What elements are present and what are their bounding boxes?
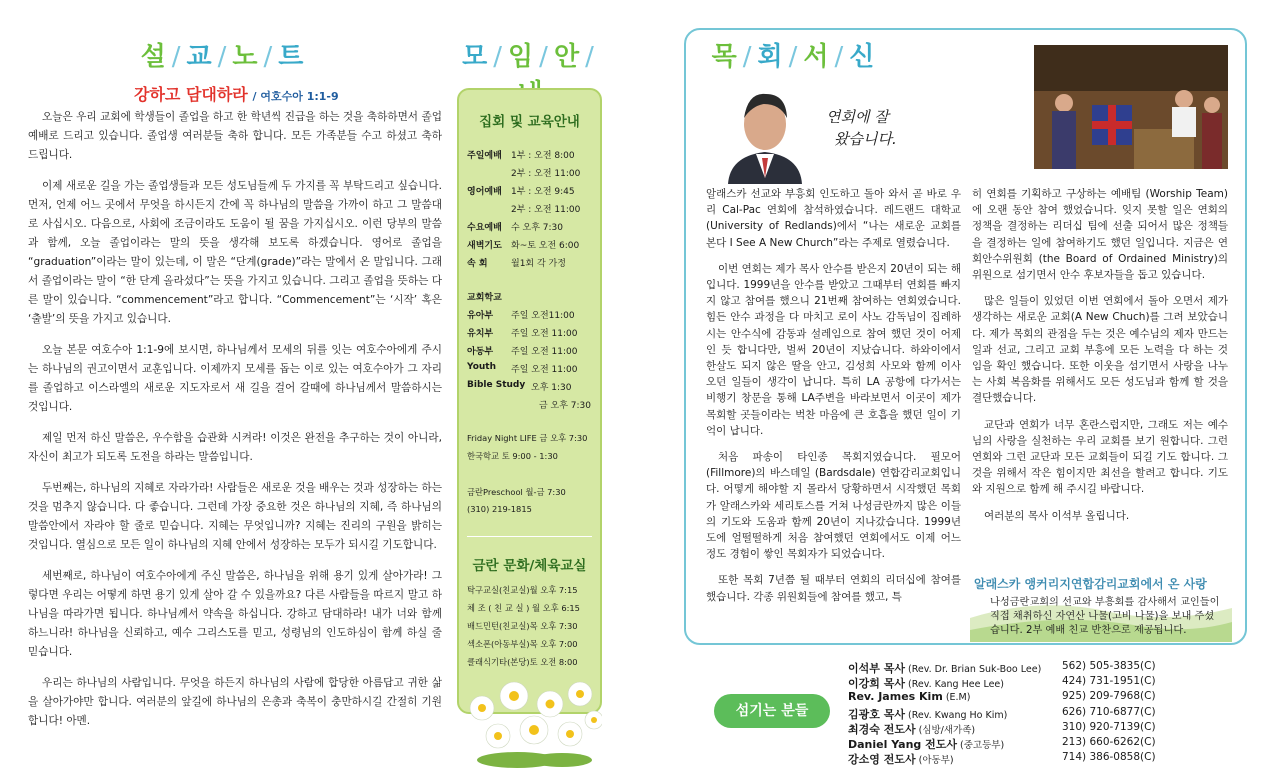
culture-row: 섹소폰(아동부실)목 오후 7:00 [467,639,578,649]
extra-row [467,468,597,486]
letter-signature: 여러분의 목사 이석부 올립니다. [984,509,1130,522]
culture-row: 체 조 ( 친 교 실 ) 월 오후 6:15 [467,603,580,613]
letter-paragraph: 이번 연회는 제가 목사 안수를 받은지 20년이 되는 해 입니다. 1999년을 안수를 받았고 그때부터 연회를 빠지지 않고 참여를 했으니 21번째 참여하는 연회였습니다. 힘든 안수 과정을 다 마치고 로이 사노 감독님이 집례하시는 안수식에 감동과 설레임으로 참여 했던 것이 어제인 듯 합니다만, 벌써 20년이 지났습니다. 하와이에서 한살도 되지 않은 딸을 안고, 김성희 사모와 함께 이사 오던 일들이 생각이 납니다. 특히 LA 공항에 다가서는 비행기 창문을 통해 LA주변을 바라보면서 이곳이 제가 목회할 곳들이라는 벅찬 마음에 큰 호흡을 했던 일이 기억이 납니다. [706,262,961,437]
title-char: 안 [553,42,582,72]
culture-list [467,584,597,674]
alaska-note-text: 나성금란교회의 선교와 부흥회를 감사해서 교인들이 직접 채취하신 자연산 나물(고비 나물)을 보내 주셨습니다. 2부 예배 친교 반찬으로 제공됩니다. [990,597,1220,636]
servant-row: 이석부 목사 (Rev. Dr. Brian Suk-Boo Lee) 562) 505-3835(C) [848,660,1156,675]
service-row: 2부 : 오전 11:00 [511,205,581,215]
title-char: 회 [757,42,785,72]
sermon-section-title: 설 / 교 / 노 / 트 [140,42,306,72]
extra-row: 한국학교 토 9:00 - 1:30 [467,451,558,461]
title-char: 모 [462,42,490,72]
schedule-box [457,88,602,714]
letter-paragraph: 교단과 연회가 너무 혼란스럽지만, 그래도 저는 예수님의 사랑을 실천하는 우리 교회를 보기 원합니다. 그런 연회와 그런 교단과 모든 교회들이 되길 기도 합니다. 그것을 위해서 작은 힘이지만 최선을 할려고 합니다. 기도와 지원으로 함께 해 주시길 바랍니다. [972,418,1228,496]
sermon-heading [134,82,339,105]
service-row: 수요예배 수 오후 7:30 [467,223,564,233]
title-char: 임 [508,42,536,72]
sermon-paragraph: 제일 먼저 하신 말씀은, 우수함을 습관화 시켜라! 이것은 완전을 추구하는 것이 아니라, 자신이 최고가 되도록 도전을 하라는 말씀입니다. [28,432,442,463]
sermon-title: 강하고 담대하라 [134,85,248,104]
culture-row: 클래식기타(본당)토 오전 8:00 [467,657,578,667]
sermon-paragraph: 세번째로, 하나님이 여호수아에게 주신 말씀은, 하나님을 위해 용기 있게 살아가라! 그렇다면 우리는 어떻게 하면 용기 있게 살아 갈 수 있을까요? 다른 사람들을 따르지 말고 하나님을 따라가면 됩니다. 하나님께서 약속을 하십니다. 강하고 담대하라! 내가 너와 함께 하느니라! 하나님을 신뢰하고, 예수 그리스도를 믿고, 성령님의 인도하심이 함께 하실 줄 믿습니다. [28,570,442,658]
letter-paragraph: 많은 일들이 있었던 이번 연회에서 돌아 오면서 제가 생각하는 새로운 교회(A New Chuch)를 그려 보았습니다. 제가 목회의 관점을 두는 것은 예수님의 제자 만드는 일과 선교, 그리고 교회 부흥에 모든 노력을 다 하는 것임을 확인 했습니다. 또한 이웃을 섬기면서 사랑을 나누는 사회 복음화를 위해서도 모든 성도님과 함께 할 것을 결단했습니다. [972,295,1228,405]
schedule-section-title: 모 / 임 / 안 / [456,36,606,110]
title-char: 신 [849,42,877,72]
school-title: 교회학교 [467,293,502,303]
letter-paragraph: 알래스카 선교와 부흥회 인도하고 돌아 와서 곧 바로 우리 Cal-Pac 연회에 참석하였습니다. 레드랜드 대학교 (University of Redlands)에서 “나는 새로운 교회를 본다 I See A New Church”라는 주제로 열렸습니다. [706,188,961,249]
sermon-paragraph: 오늘은 우리 교회에 학생들이 졸업을 하고 한 학년씩 진급을 하는 것을 축하하면서 졸업 예배로 드리고 있습니다. 졸업생 여러분들 축하 합니다. 모든 가족분들 수고 하셨고 축하 드립니다. [28,111,442,161]
service-row: 주일예배 1부 : 오전 8:00 [467,151,575,161]
servant-row: 최경숙 전도사 (심방/새가족) 310) 920-7139(C) [848,720,1156,736]
school-row: 유치부 주일 오전 11:00 [467,329,578,339]
letter-section-title: 목 / 회 / 서 / 신 [711,42,877,72]
sermon-paragraph: 이제 새로운 길을 가는 졸업생들과 모든 성도님들께 두 가지를 꼭 부탁드리고 싶습니다. 먼저, 언제 어느 곳에서 무엇을 하시든지 간에 꼭 하나님의 말씀을 가까이 하고 그 말씀대로 사십시오. 다음으로, 사회에 조금이라도 도움이 될 꿈을 가지십시오. 이런 당부의 말씀과 함께, 오늘 졸업이라는 말의 뜻을 생각해 보도록 하겠습니다. 영어로 졸업을 “graduation”이라는 말이 있는데, 이 말은 “단계(grade)”라는 말에서 온 말입니다. 그래서 졸업이라는 말이 “한 단계 올라섰다”는 뜻을 가지고 있습니다. 그리고 졸업을 뜻하는 다른 말이 있습니다. “commencement”라고 합니다. “Commencement”는 ‘시작’ 혹은 ‘출발’의 뜻을 가지고 있습니다. [28,180,442,325]
school-row: 유아부 주일 오전11:00 [467,311,575,321]
alaska-note-title: 알래스카 앵커리지연합감리교회에서 온 사랑 [974,577,1207,591]
extra-list [467,432,597,522]
service-row: 속 회 월1회 각 가정 [467,259,566,269]
schedule-box-title: 집회 및 교육안내 [479,114,580,130]
title-char: 교 [186,42,214,72]
servant-row: 김광호 목사 (Rev. Kwang Ho Kim) 626) 710-6877(C) [848,705,1156,721]
servant-row: Daniel Yang 전도사 (중고등부) 213) 660-6262(C) [848,735,1156,751]
letter-tagline: 연회에 잘 왔습니다. [826,108,897,148]
service-row: 2부 : 오전 11:00 [511,169,581,179]
letter-paragraph: 히 연회를 기획하고 구상하는 예배팀 (Worship Team)에 오랜 동안 참여 했었습니다. 잊지 못할 일은 연회의 정책을 결정하는 리더십 팀에 선출 되어서 많은 정책들을 결정하는 일에 참여하기도 했던 일입니다. 지금은 연회안수위원회 (the Board of Ordained Ministry)의 위원으로 섬기면서 안수 후보자들을 돕고 있습니다. [972,188,1228,282]
culture-row: 배드민턴(친교실)목 오후 7:30 [467,621,578,631]
culture-row: 탁구교실(친교실)월 오후 7:15 [467,585,578,595]
servants-list [848,660,1188,766]
sermon-paragraph: 두번째는, 하나님의 지혜로 자라가라! 사람들은 새로운 것을 배우는 것과 성장하는 하는 것을 멈추지 않습니다. 다 좋습니다. 그런데 가장 중요한 것은 하나님의 지혜, 즉 하나님의 말씀안에서 자라야 할 줄로 믿습니다. 지혜는 무엇입니까? 지혜는 진리의 구원을 밝히는 것입니다. 열심으로 모든 일이 하나님의 지혜 안에서 성장하는 모두가 되시길 기도합니다. [28,482,442,551]
servant-row: Rev. James Kim (E.M) 925) 209-7968(C) [848,690,1156,704]
extra-row: 금란Preschool 월-금 7:30 [467,487,566,497]
letter-column-1 [706,186,961,615]
extra-row: (310) 219-1815 [467,504,532,514]
scripture-reference: / 여호수아 1:1-9 [252,90,339,103]
sermon-body [28,108,442,743]
servant-row: 강소영 전도사 (아동부) 714) 386-0858(C) [848,751,1156,767]
culture-title: 금란 문화/체육교실 [472,558,587,574]
school-row: Youth 주일 오전 11:00 [467,362,578,375]
letter-column-2 [972,186,1228,534]
school-row: 금 오후 7:30 [539,401,592,411]
pastor-photo [718,78,812,184]
title-char: 서 [803,42,831,72]
extra-row: Friday Night LIFE 금 오후 7:30 [467,433,588,443]
service-list [467,148,597,274]
letter-paragraph: 처음 파송이 타인종 목회지였습니다. 필모어(Fillmore)의 바스데일 (Bardsdale) 연합감리교회입니다. 어떻게 해야할 지 몰라서 당황하면서 시작했던 목회가 알래스카와 세리토스를 거쳐 나성금란까지 많은 이들의 기도와 도움과 함께 20년이 지나갔습니다. 1999년도에 얼떨떨하게 처음 참여했던 연회에서도 이제 어느 정도 경험이 쌓인 목회자가 되었습니다. [706,451,961,561]
service-row: 새벽기도 화~토 오전 6:00 [467,241,580,251]
letter-paragraph: 또한 목회 7년쯤 될 때부터 연회의 리더십에 참여를 했습니다. 각종 위원회들에 참여를 했고, 특 [706,574,961,603]
divider [467,536,592,537]
school-list [467,290,597,416]
servants-badge: 섬기는 분들 [714,694,830,728]
title-char: 노 [232,42,260,72]
service-row: 영어예배 1부 : 오전 9:45 [467,187,575,197]
servant-row: 이강희 목사 (Rev. Kang Hee Lee) 424) 731-1951(C) [848,675,1156,691]
school-row: 아동부 주일 오전 11:00 [467,347,578,357]
title-char: 트 [278,42,306,72]
title-char: 설 [140,42,168,72]
school-row: Bible Study 오후 1:30 [467,380,572,393]
daisy-flowers-illustration [462,668,602,768]
sermon-paragraph: 오늘 본문 여호수아 1:1-9에 보시면, 하나님께서 모세의 뒤를 잇는 여호수아에게 주시는 하나님의 권고이면서 교훈입니다. 이제까지 모세를 돕는 이로 있는 여호수아가 그 자리를 졸업하고 이스라엘의 새로운 지도자로서 새 길을 걸어 갈때에 하나님께서 말씀하시는 것입니다. [28,344,442,413]
sermon-paragraph: 우리는 하나님의 사람입니다. 무엇을 하든지 하나님의 사람에 합당한 아름답고 귀한 삶을 살아가야만 합니다. 여러분의 앞길에 하나님의 은총과 축복이 충만하시길 간절히 기원합니다! 아멘. [28,677,442,727]
congregation-photo [1034,45,1228,169]
title-char: 목 [711,42,739,72]
